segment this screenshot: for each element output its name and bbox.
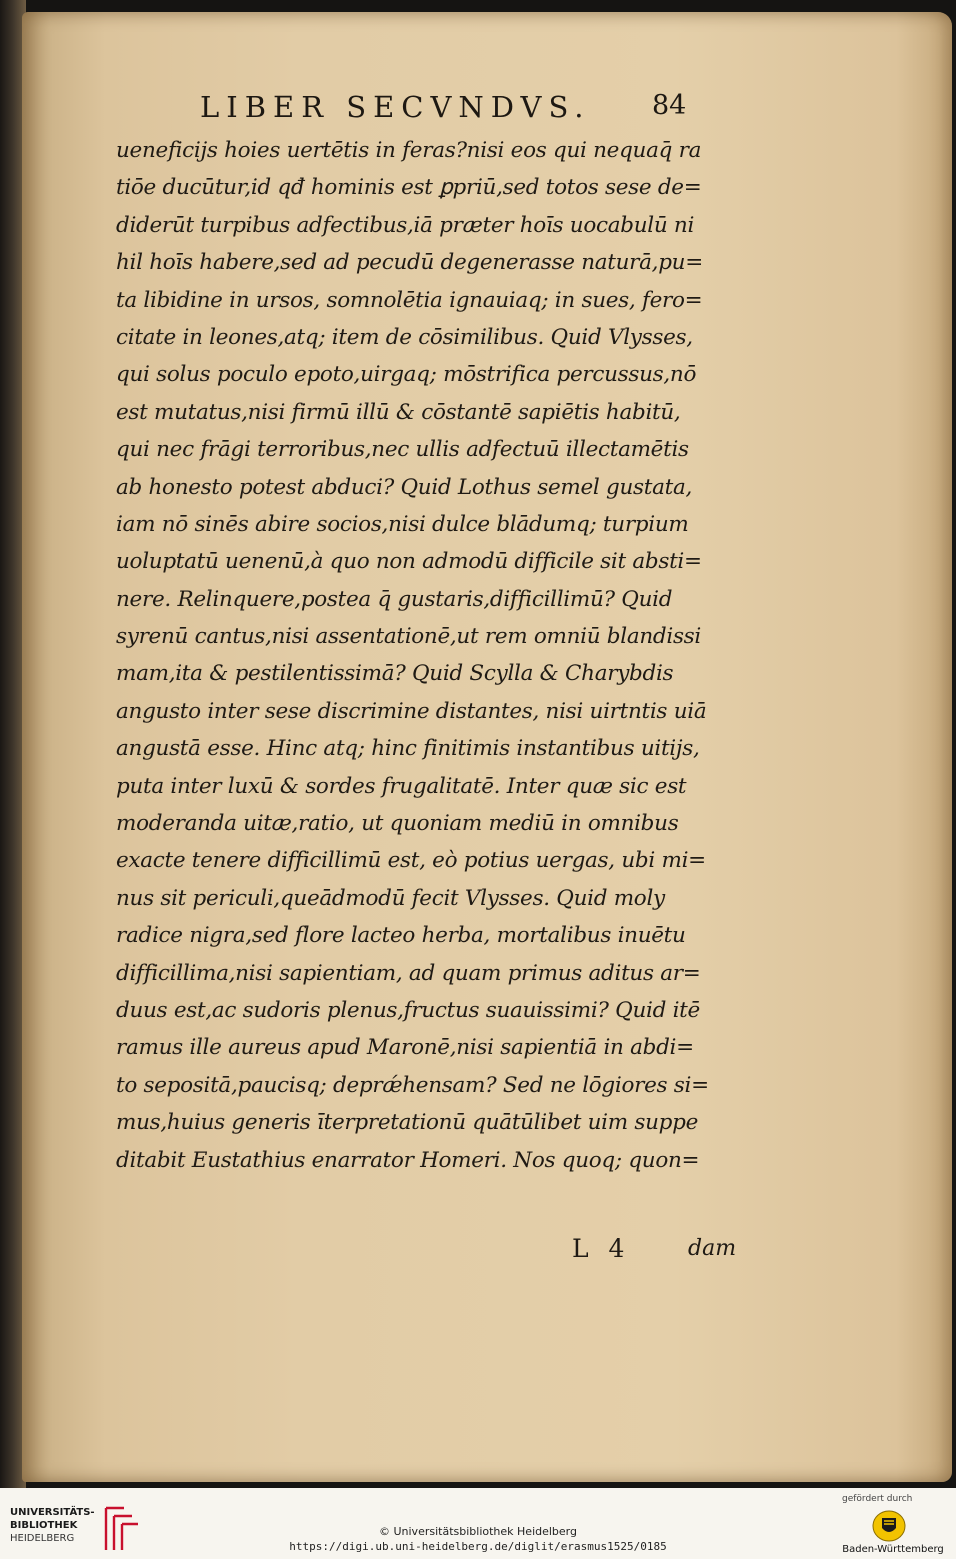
- text-line: duus est,ac sudoris plenus,fructus suauissimi? Quid itē: [116, 997, 700, 1023]
- signature-mark: L 4: [572, 1234, 631, 1263]
- text-line: angusto inter sese discrimine distantes, nisi uirtntis uiā: [116, 698, 707, 724]
- text-line: qui nec frāgi terroribus,nec ullis adfectuū illectamētis: [116, 437, 689, 463]
- text-line: ditabit Eustathius enarrator Homeri. Nos quoq; quon=: [116, 1147, 700, 1173]
- text-line: iam nō sinēs abire socios,nisi dulce blādumq; turpium: [116, 511, 689, 537]
- viewer-footer: [0, 1488, 956, 1559]
- baden-wuerttemberg-coat-of-arms-icon: [872, 1510, 906, 1542]
- text-line: citate in leones,atq; item de cōsimilibus. Quid Vlysses,: [116, 324, 693, 350]
- library-name-line3: HEIDELBERG: [10, 1533, 75, 1544]
- text-line: mam,ita & pestilentissimā? Quid Scylla & Charybdis: [116, 661, 674, 687]
- text-line: hil hoīs habere,sed ad pecudū degenerasse naturā,pu=: [116, 250, 703, 276]
- text-block: [116, 132, 746, 1179]
- text-line: ta libidine in ursos, somnolētia ignauiaq; in sues, fero=: [116, 287, 703, 313]
- text-line: tiōe ducūtur,id qđ hominis est ꝑpriū,sed totos sese de=: [116, 175, 702, 201]
- text-line: uoluptatū uenenū,à quo non admodū difficile sit absti=: [116, 549, 702, 575]
- text-line: nus sit periculi,queādmodū fecit Vlysses. Quid moly: [116, 885, 665, 911]
- library-name-line1: UNIVERSITÄTS-: [10, 1507, 95, 1518]
- text-line: ueneficijs hoies uertētis in feras?nisi eos qui nequaq̄ ra: [116, 138, 702, 163]
- sponsor-label: gefördert durch: [842, 1494, 913, 1504]
- text-line: est mutatus,nisi firmū illū & cōstantē sapiētis habitū,: [116, 399, 681, 425]
- text-line: ramus ille aureus apud Maronē,nisi sapientiā in abdi=: [116, 1035, 694, 1061]
- text-line: difficillima,nisi sapientiam, ad quam primus aditus ar=: [116, 960, 701, 986]
- text-line: mus,huius generis īterpretationū quātūlibet uim suppe: [116, 1110, 698, 1136]
- text-line: angustā esse. Hinc atq; hinc finitimis instantibus uitijs,: [116, 736, 700, 762]
- running-head-title: LIBER SECVNDVS.: [200, 90, 591, 124]
- sponsor-block[interactable]: [838, 1494, 948, 1554]
- text-line: ab honesto potest abduci? Quid Lothus semel gustata,: [116, 474, 693, 500]
- permalink-url[interactable]: https://digi.ub.uni-heidelberg.de/diglit/erasmus1525/0185: [289, 1540, 667, 1553]
- text-line: qui solus poculo epoto,uirgaq; mōstrifica percussus,nō: [116, 362, 697, 388]
- text-line: radice nigra,sed flore lacteo herba, mortalibus inuētu: [116, 923, 686, 949]
- catchword: dam: [688, 1236, 737, 1261]
- page-number: 84: [652, 90, 687, 121]
- text-line: exacte tenere difficillimū est, eò potius uergas, ubi mi=: [116, 848, 706, 874]
- text-line: puta inter luxū & sordes frugalitatē. Inter quæ sic est: [116, 773, 687, 799]
- copyright-notice: © Universitätsbibliothek Heidelberg: [378, 1525, 577, 1538]
- sponsor-name: Baden-Württemberg: [842, 1544, 944, 1555]
- running-head: [200, 86, 760, 126]
- text-line: to sepositā,paucisq; deprǽhensam? Sed ne lōgiores si=: [116, 1072, 709, 1098]
- catchline: [116, 1232, 746, 1272]
- library-name-line2: BIBLIOTHEK: [10, 1520, 78, 1531]
- text-line: syrenū cantus,nisi assentationē,ut rem omniū blandissi: [116, 624, 701, 650]
- text-line: nere. Relinquere,postea q̄ gustaris,difficillimū? Quid: [116, 586, 673, 612]
- text-line: moderanda uitæ,ratio, ut quoniam mediū in omnibus: [116, 811, 679, 837]
- text-line: diderūt turpibus adfectibus,iā præter hoīs uocabulū ni: [116, 212, 695, 238]
